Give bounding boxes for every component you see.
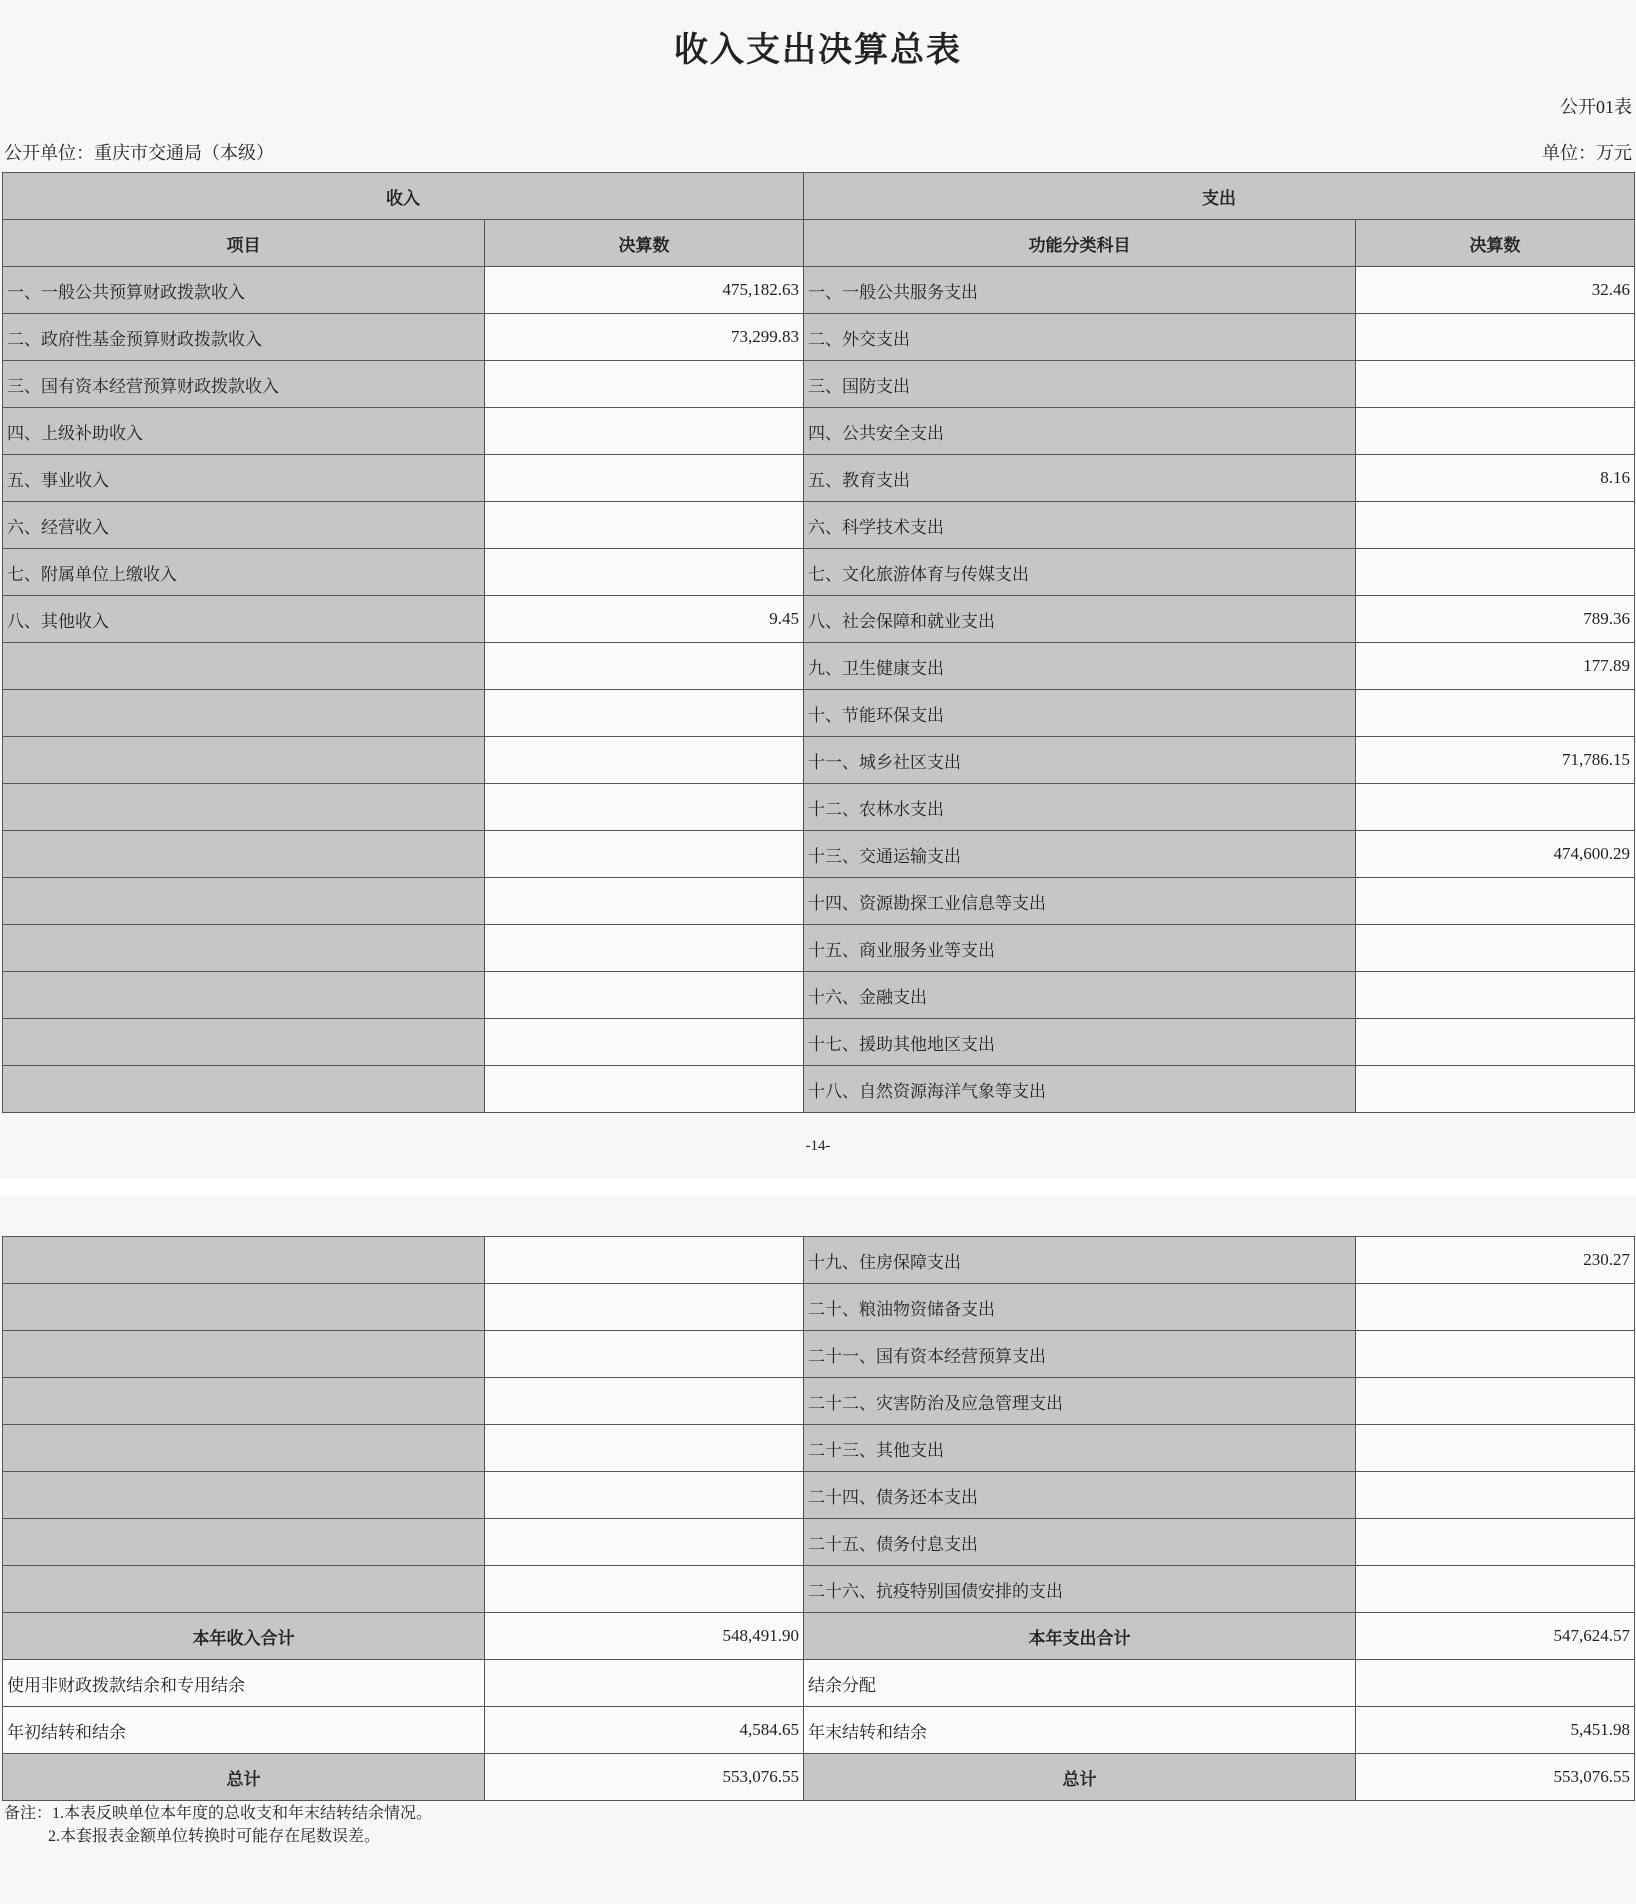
table-row — [3, 455, 1635, 502]
page-title: 收入支出决算总表 — [674, 30, 962, 70]
expense-item-value — [1356, 1472, 1635, 1519]
table-row — [3, 972, 1635, 1019]
expense-item-label: 二、外交支出 — [804, 314, 1356, 361]
income-item-label — [3, 1066, 485, 1113]
form-number: 公开01表 — [1560, 97, 1632, 117]
income-item-label — [3, 737, 485, 784]
income-item-value — [485, 408, 804, 455]
year-income-total-value: 548,491.90 — [485, 1613, 804, 1660]
income-item-value — [485, 361, 804, 408]
income-item-value — [485, 455, 804, 502]
income-item-value — [485, 1378, 804, 1425]
expense-item-value: 177.89 — [1356, 643, 1635, 690]
income-item-value — [485, 972, 804, 1019]
table-row — [3, 925, 1635, 972]
section-header-row — [3, 173, 1635, 220]
expense-item-value — [1356, 549, 1635, 596]
note-1: 备注：1.本表反映单位本年度的总收支和年末结转结余情况。 — [4, 1805, 433, 1822]
expense-item-value — [1356, 925, 1635, 972]
table-row — [3, 267, 1635, 314]
year-total-row — [3, 1613, 1635, 1660]
expense-item-value — [1356, 1284, 1635, 1331]
expense-item-value — [1356, 1331, 1635, 1378]
table-row — [3, 690, 1635, 737]
expense-item-value — [1356, 1066, 1635, 1113]
ledger-table-part2 — [2, 1236, 1635, 1801]
income-item-label: 四、上级补助收入 — [3, 408, 485, 455]
expense-item-label: 二十一、国有资本经营预算支出 — [804, 1331, 1356, 1378]
income-item-label — [3, 831, 485, 878]
income-header: 收入 — [3, 173, 804, 220]
expense-item-label: 十一、城乡社区支出 — [804, 737, 1356, 784]
expense-item-label: 五、教育支出 — [804, 455, 1356, 502]
table-row — [3, 1331, 1635, 1378]
income-item-value — [485, 690, 804, 737]
table-row — [3, 878, 1635, 925]
income-item-label — [3, 1237, 485, 1284]
expense-item-label: 十四、资源勘探工业信息等支出 — [804, 878, 1356, 925]
income-item-value — [485, 784, 804, 831]
expense-item-value — [1356, 1425, 1635, 1472]
income-item-label — [3, 1378, 485, 1425]
expense-item-value: 32.46 — [1356, 267, 1635, 314]
expense-item-label: 十、节能环保支出 — [804, 690, 1356, 737]
table-row — [3, 1019, 1635, 1066]
income-item-value — [485, 502, 804, 549]
table-row — [3, 784, 1635, 831]
currency-unit: 单位：万元 — [1542, 143, 1632, 163]
expense-item-label: 二十四、债务还本支出 — [804, 1472, 1356, 1519]
income-item-value — [485, 1425, 804, 1472]
table-row — [3, 1378, 1635, 1425]
income-item-value — [485, 1066, 804, 1113]
year-income-total-label: 本年收入合计 — [3, 1613, 485, 1660]
surplus-distribution-value — [1356, 1660, 1635, 1707]
income-item-value — [485, 831, 804, 878]
expense-item-label: 三、国防支出 — [804, 361, 1356, 408]
expense-item-label: 八、社会保障和就业支出 — [804, 596, 1356, 643]
expense-item-value — [1356, 502, 1635, 549]
income-item-label — [3, 1566, 485, 1613]
ledger-table-part1 — [2, 172, 1635, 1113]
income-item-value: 73,299.83 — [485, 314, 804, 361]
expense-item-value — [1356, 314, 1635, 361]
page-number: -14- — [805, 1138, 831, 1154]
expense-item-value — [1356, 1519, 1635, 1566]
income-item-label — [3, 1284, 485, 1331]
table-row — [3, 1284, 1635, 1331]
table-row — [3, 408, 1635, 455]
year-expense-total-value: 547,624.57 — [1356, 1613, 1635, 1660]
table-row — [3, 1237, 1635, 1284]
nonfiscal-row — [3, 1660, 1635, 1707]
income-item-label — [3, 878, 485, 925]
grand-income-total-value: 553,076.55 — [485, 1754, 804, 1801]
amount-column-header: 决算数 — [485, 220, 804, 267]
table-row — [3, 314, 1635, 361]
income-item-label — [3, 1019, 485, 1066]
table-row — [3, 502, 1635, 549]
income-item-value — [485, 1566, 804, 1613]
expense-item-label: 七、文化旅游体育与传媒支出 — [804, 549, 1356, 596]
income-item-label: 一、一般公共预算财政拨款收入 — [3, 267, 485, 314]
income-item-label — [3, 690, 485, 737]
carryover-row — [3, 1707, 1635, 1754]
begin-carryover-value: 4,584.65 — [485, 1707, 804, 1754]
expense-item-value: 71,786.15 — [1356, 737, 1635, 784]
income-item-label: 三、国有资本经营预算财政拨款收入 — [3, 361, 485, 408]
expense-item-value: 789.36 — [1356, 596, 1635, 643]
income-item-value: 475,182.63 — [485, 267, 804, 314]
table-row — [3, 549, 1635, 596]
expense-item-value — [1356, 972, 1635, 1019]
income-item-label — [3, 1425, 485, 1472]
year-expense-total-label: 本年支出合计 — [804, 1613, 1356, 1660]
expense-item-label: 二十三、其他支出 — [804, 1425, 1356, 1472]
income-item-label — [3, 643, 485, 690]
expense-item-label: 十六、金融支出 — [804, 972, 1356, 1019]
expense-item-label: 二十五、债务付息支出 — [804, 1519, 1356, 1566]
income-item-label — [3, 1519, 485, 1566]
expense-item-value: 474,600.29 — [1356, 831, 1635, 878]
expense-item-label: 四、公共安全支出 — [804, 408, 1356, 455]
income-item-value — [485, 1519, 804, 1566]
income-item-label — [3, 1331, 485, 1378]
income-item-value — [485, 643, 804, 690]
income-item-label — [3, 925, 485, 972]
income-item-value — [485, 549, 804, 596]
table-row — [3, 361, 1635, 408]
income-item-value — [485, 878, 804, 925]
column-header-row — [3, 220, 1635, 267]
category-column-header: 功能分类科目 — [804, 220, 1356, 267]
expense-item-label: 六、科学技术支出 — [804, 502, 1356, 549]
expense-item-label: 一、一般公共服务支出 — [804, 267, 1356, 314]
income-item-label — [3, 784, 485, 831]
income-item-label — [3, 972, 485, 1019]
expense-item-value — [1356, 1019, 1635, 1066]
end-carryover-value: 5,451.98 — [1356, 1707, 1635, 1754]
end-carryover-label: 年末结转和结余 — [804, 1707, 1356, 1754]
expense-item-label: 二十、粮油物资储备支出 — [804, 1284, 1356, 1331]
nonfiscal-value — [485, 1660, 804, 1707]
grand-total-row — [3, 1754, 1635, 1801]
expense-item-value — [1356, 1378, 1635, 1425]
income-item-value — [485, 925, 804, 972]
income-item-value — [485, 1331, 804, 1378]
income-item-value — [485, 1284, 804, 1331]
table-row — [3, 1566, 1635, 1613]
expense-item-value: 8.16 — [1356, 455, 1635, 502]
table-row — [3, 1425, 1635, 1472]
amount-column-header-2: 决算数 — [1356, 220, 1635, 267]
expense-item-value — [1356, 361, 1635, 408]
table-row — [3, 596, 1635, 643]
item-column-header: 项目 — [3, 220, 485, 267]
surplus-distribution-label: 结余分配 — [804, 1660, 1356, 1707]
expense-item-label: 十八、自然资源海洋气象等支出 — [804, 1066, 1356, 1113]
expense-item-label: 十九、住房保障支出 — [804, 1237, 1356, 1284]
expense-item-label: 二十六、抗疫特别国债安排的支出 — [804, 1566, 1356, 1613]
table-row — [3, 1519, 1635, 1566]
expense-item-label: 十七、援助其他地区支出 — [804, 1019, 1356, 1066]
nonfiscal-label: 使用非财政拨款结余和专用结余 — [3, 1660, 485, 1707]
table-row — [3, 643, 1635, 690]
income-item-value — [485, 1237, 804, 1284]
table-row — [3, 831, 1635, 878]
income-item-label: 五、事业收入 — [3, 455, 485, 502]
reporting-unit: 公开单位：重庆市交通局（本级） — [4, 143, 274, 163]
income-item-label: 六、经营收入 — [3, 502, 485, 549]
grand-expense-total-value: 553,076.55 — [1356, 1754, 1635, 1801]
begin-carryover-label: 年初结转和结余 — [3, 1707, 485, 1754]
income-item-label: 八、其他收入 — [3, 596, 485, 643]
income-item-value: 9.45 — [485, 596, 804, 643]
income-item-label: 二、政府性基金预算财政拨款收入 — [3, 314, 485, 361]
expense-item-value — [1356, 1566, 1635, 1613]
expense-item-value — [1356, 784, 1635, 831]
expense-item-value — [1356, 408, 1635, 455]
note-2: 2.本套报表金额单位转换时可能存在尾数误差。 — [48, 1828, 381, 1845]
grand-income-total-label: 总计 — [3, 1754, 485, 1801]
income-item-label — [3, 1472, 485, 1519]
expense-item-value: 230.27 — [1356, 1237, 1635, 1284]
expense-item-label: 十三、交通运输支出 — [804, 831, 1356, 878]
table-row — [3, 1066, 1635, 1113]
expense-item-label: 九、卫生健康支出 — [804, 643, 1356, 690]
income-item-value — [485, 1019, 804, 1066]
expense-item-label: 二十二、灾害防治及应急管理支出 — [804, 1378, 1356, 1425]
table-row — [3, 737, 1635, 784]
income-item-label: 七、附属单位上缴收入 — [3, 549, 485, 596]
expense-item-label: 十二、农林水支出 — [804, 784, 1356, 831]
table-row — [3, 1472, 1635, 1519]
expense-header: 支出 — [804, 173, 1635, 220]
expense-item-label: 十五、商业服务业等支出 — [804, 925, 1356, 972]
grand-expense-total-label: 总计 — [804, 1754, 1356, 1801]
expense-item-value — [1356, 878, 1635, 925]
income-item-value — [485, 1472, 804, 1519]
expense-item-value — [1356, 690, 1635, 737]
income-item-value — [485, 737, 804, 784]
